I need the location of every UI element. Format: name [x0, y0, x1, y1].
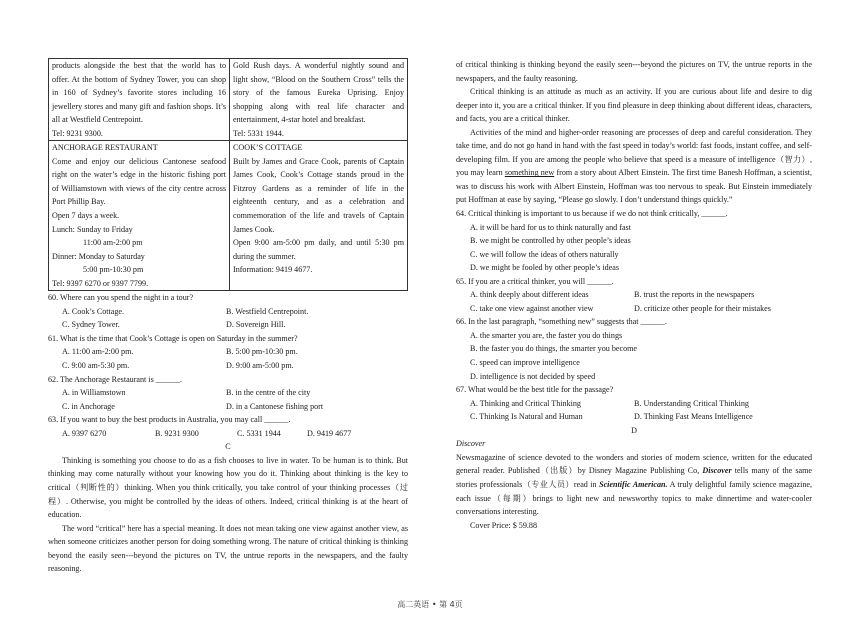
question-64: 64. Critical thinking is important to us because if we do not think critically, ______.	[456, 209, 728, 219]
question-60: 60. Where can you spend the night in a tour?	[48, 293, 194, 303]
option: B. Westfield Centrepoint.	[226, 306, 309, 316]
sovereign-hill-ad	[230, 59, 408, 141]
option: B. we might be controlled by other people’s ideas	[470, 236, 631, 246]
option: A. think deeply about different ideas	[470, 290, 589, 300]
option: C. we will follow the ideas of others naturally	[470, 249, 619, 259]
option: C. 9:00 am-5:30 pm.	[62, 361, 130, 371]
passage-c-paragraph-2-continued: of critical thinking is thinking beyond the easily seen---beyond the pictures on TV, the untrue reports in the newspapers, and the faulty reasoning.	[456, 60, 812, 83]
ads-row-2	[49, 141, 408, 291]
discover-text-3: A truly delightful family science magazine, each issue（每期）brings to light new and newsworthy topics to make dinnertime and water-cooler conversations interesting.	[456, 479, 813, 517]
option: A. 9397 6270	[62, 428, 107, 438]
option: C. Thinking Is Natural and Human	[470, 412, 583, 422]
passage-c-paragraph-2: The word “critical” here has a special meaning. It does not mean taking one view against another view, as when someone criticizes another person for doing something wrong. The nature of critical thinking is thinking beyond the easily seen---beyond the pictures on TV, the untrue reports in the newspapers, and the faulty reasoning.	[48, 523, 408, 574]
sovereign-tel: Tel: 5331 1944.	[233, 128, 284, 138]
option: B. 5:00 pm-10:30 pm.	[226, 347, 298, 357]
section-d-label: D	[631, 425, 637, 435]
ads-row-1	[49, 59, 408, 141]
question-66: 66. In the last paragraph, “something new” suggests that ______.	[456, 317, 667, 327]
westfield-tel: Tel: 9231 9300.	[52, 128, 103, 138]
option: C. speed can improve intelligence	[470, 358, 580, 368]
question-65: 65. If you are a critical thinker, you will ______.	[456, 276, 614, 286]
anchorage-title: ANCHORAGE RESTAURANT	[52, 143, 158, 153]
passage-c-paragraph-3: Critical thinking is an attitude as much as an activity. If you are curious about life and desire to dig deeper into it, you are a critical thinker. If you find pleasure in deep thinking about different ideas, characters, and facts, you are a critical thinker.	[456, 87, 812, 124]
question-61: 61. What is the time that Cook’s Cottage is open on Saturday in the summer?	[48, 333, 298, 343]
section-c-label: C	[225, 442, 231, 452]
anchorage-dinner: Dinner: Monday to Saturday	[52, 251, 145, 261]
cottage-info: Information: 9419 4677.	[233, 265, 313, 275]
cover-price: Cover Price: $ 59.88	[470, 520, 537, 530]
option: A. Thinking and Critical Thinking	[470, 398, 581, 408]
option: A. in Williamstown	[62, 388, 126, 398]
option: B. trust the reports in the newspapers	[634, 290, 755, 300]
anchorage-dinner-time: 5:00 pm-10:30 pm	[83, 265, 144, 275]
option: D. criticize other people for their mistakes	[634, 303, 771, 313]
discover-text-2: tells many of the same stories professionals（专业人员）read in	[456, 466, 812, 489]
option: B. 9231 9300	[155, 428, 199, 438]
underlined-phrase: something new	[504, 168, 555, 178]
option: A. Cook’s Cottage.	[62, 306, 125, 316]
sovereign-text: Gold Rush days. A wonderful nightly sound and light show, “Blood on the Southern Cross” tells the story of the famous Eureka Uprising. Enjoy shopping along with real life character and entertainment, 4-star hotel and breakfast.	[233, 61, 404, 125]
option: C. take one view against another view	[470, 303, 594, 313]
page-footer: 高二英语 • 第 4页	[397, 600, 463, 609]
option: D. Thinking Fast Means Intelligence	[634, 412, 753, 422]
option: A. 11:00 am-2:00 pm.	[62, 347, 134, 357]
option: C. Sydney Tower.	[62, 320, 120, 330]
option: A. it will be hard for us to think naturally and fast	[470, 222, 631, 232]
option: C. in Anchorage	[62, 401, 115, 411]
option: A. the smarter you are, the faster you do things	[470, 330, 623, 340]
discover-heading: Discover	[456, 439, 486, 449]
option: D. Sovereign Hill.	[226, 320, 286, 330]
question-67: 67. What would be the best title for the passage?	[456, 385, 614, 395]
cooks-cottage-ad	[230, 141, 408, 291]
anchorage-body: Come and enjoy our delicious Cantonese seafood right on the water’s edge in the historic fishing port of Williamstown with views of the city centre across Port Phillip Bay.	[52, 156, 226, 207]
option: B. the faster you do things, the smarter you become	[470, 344, 638, 354]
passage-c-paragraph-4	[456, 126, 812, 207]
left-column	[48, 58, 408, 574]
option: D. 9:00 am-5:00 pm.	[226, 361, 294, 371]
ads-table	[48, 58, 408, 291]
westfield-ad	[49, 59, 230, 141]
anchorage-ad	[49, 141, 230, 291]
anchorage-tel: Tel: 9397 6270 or 9397 7799.	[52, 278, 149, 288]
scientific-american-title: Scientific American.	[599, 479, 668, 489]
question-63: 63. If you want to buy the best products in Australia, you may call ______.	[48, 415, 291, 425]
questions-64-67	[456, 207, 812, 424]
questions-60-63	[48, 291, 408, 440]
anchorage-open: Open 7 days a week.	[52, 211, 120, 221]
westfield-text: products alongside the best that the world has to offer. At the bottom of Sydney Tower, you can shop in 160 of Sydney’s favorite stores including 16 jewellery stores and many gift and fashion shops. It’s all at Westfield Centrepoint.	[52, 61, 226, 125]
passage-c-paragraph-1: Thinking is something you choose to do as a fish chooses to live in water. To be human is to think. But thinking may come naturally without your knowing how you do it. Thinking about thinking is the key to critical（判断性的）thinking. When you think critically, you take control of your thinking processes（过程）. Otherwise, you might be controlled by the ideas of others. Indeed, critical thinking is at the heart of education.	[48, 455, 408, 520]
option: D. in a Cantonese fishing port	[226, 401, 324, 411]
option: C. 5331 1944	[237, 428, 281, 438]
cottage-body: Built by James and Grace Cook, parents of Captain James Cook, Cook’s Cottage stands proud in the Fitzroy Gardens as a reminder of life in the eighteenth century, and as a celebration and commemoration of the life and travels of Captain James Cook.	[233, 156, 404, 234]
p4-text-a: Activities of the mind and higher-order reasoning are processes of deep and careful consideration. They take time, and do not go hand in hand with the fast speed in today’s world: fast foods, instant coffee, and self-developing film. If you are among the people who believe that speed is a measure of intelligence（智力）, you may learn	[456, 127, 812, 178]
option: D. intelligence is not decided by speed	[470, 371, 596, 381]
option: D. we might be fooled by other people’s ideas	[470, 263, 620, 273]
option: B. in the centre of the city	[226, 388, 311, 398]
anchorage-lunch-time: 11:00 am-2:00 pm	[83, 238, 143, 248]
discover-title-inline: Discover	[702, 466, 732, 476]
cottage-title: COOK’S COTTAGE	[233, 143, 303, 153]
option: D. 9419 4677	[307, 428, 352, 438]
option: B. Understanding Critical Thinking	[634, 398, 749, 408]
discover-text-1: Newsmagazine of science devoted to the wonders and stories of modern science, written for the educated general reader. Published（出版）by Disney Magazine Publishing Co,	[456, 452, 812, 476]
p4-text-b: from a story about Albert Einstein. The first time Banesh Hoffman, a scientist, was to discuss his work with Albert Einstein, Hoffman was too nervous to speak. But Einstein immediately put Hoffman at ease by saying, “Please go slowly. I don’t understand things quickly.”	[456, 168, 812, 205]
cottage-hours: Open 9:00 am-5:00 pm daily, and until 5:30 pm during the summer.	[233, 238, 404, 261]
anchorage-lunch: Lunch: Sunday to Friday	[52, 224, 133, 234]
question-62: 62. The Anchorage Restaurant is ______.	[48, 374, 183, 384]
discover-description	[456, 451, 812, 519]
right-column	[456, 58, 812, 532]
